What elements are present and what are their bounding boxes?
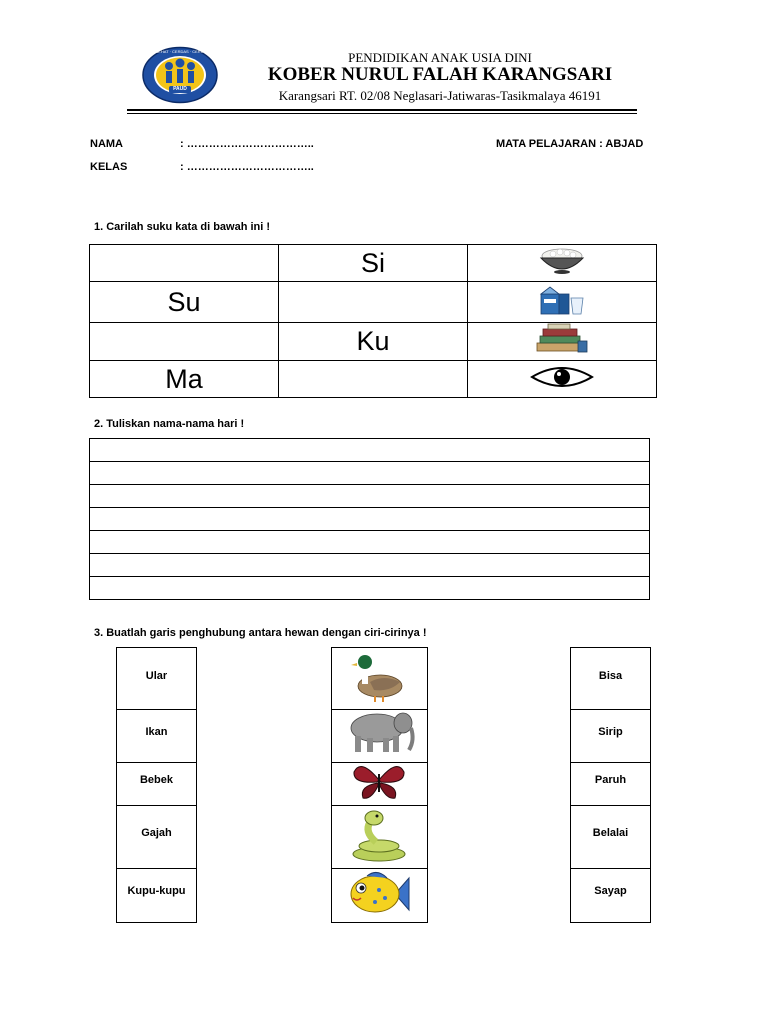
snake-icon[interactable] (346, 808, 412, 864)
feature-column (570, 647, 651, 923)
writing-line[interactable] (90, 485, 650, 508)
syllable-cell[interactable]: Su (90, 282, 279, 323)
butterfly-icon[interactable] (351, 762, 407, 802)
table-row (90, 508, 650, 531)
syllable-cell[interactable] (279, 282, 468, 323)
table-row (90, 462, 650, 485)
feature-label[interactable]: Sirip (598, 726, 623, 738)
syllable-cell[interactable]: Ma (90, 361, 279, 398)
writing-line[interactable] (90, 577, 650, 600)
picture-cell (468, 361, 657, 398)
writing-line[interactable] (90, 508, 650, 531)
animal-label[interactable]: Bebek (139, 774, 174, 786)
header-rule-thin (127, 113, 637, 114)
writing-line[interactable] (90, 554, 650, 577)
class-field[interactable]: : …………………………….. (180, 161, 314, 173)
picture-cell (468, 245, 657, 282)
subject-label: MATA PELAJARAN : ABJAD (496, 138, 644, 150)
table-row (90, 531, 650, 554)
syllable-cell[interactable] (279, 361, 468, 398)
rice-bowl-icon (536, 246, 588, 276)
feature-label[interactable]: Sayap (594, 885, 627, 897)
eye-icon (529, 365, 595, 389)
logo-arc-text: SEHAT · CERDAS · CERIA (155, 49, 205, 54)
table-row (90, 245, 657, 282)
header-subtitle: PENDIDIKAN ANAK USIA DINI (348, 50, 532, 65)
books-icon (534, 323, 590, 355)
writing-line[interactable] (90, 462, 650, 485)
writing-line[interactable] (90, 531, 650, 554)
table-row (90, 577, 650, 600)
table-row (90, 439, 650, 462)
table-row (90, 361, 657, 398)
school-logo (141, 46, 219, 104)
picture-cell (468, 323, 657, 361)
table-row (90, 554, 650, 577)
name-field[interactable]: : …………………………….. (180, 138, 314, 150)
fish-icon[interactable] (345, 870, 411, 920)
feature-label[interactable]: Bisa (598, 670, 623, 682)
table-row (90, 323, 657, 361)
animal-name-column (116, 647, 197, 923)
table-row (90, 282, 657, 323)
school-address: Karangsari RT. 02/08 Neglasari-Jatiwaras-Tasikmalaya 46191 (278, 88, 602, 103)
q1-title: 1. Carilah suku kata di bawah ini ! (94, 221, 271, 233)
feature-label[interactable]: Belalai (592, 827, 629, 839)
table-row (90, 485, 650, 508)
milk-carton-icon (537, 284, 587, 316)
logo-text: PAUD (173, 86, 187, 92)
animal-label[interactable]: Gajah (141, 827, 172, 839)
writing-line[interactable] (90, 439, 650, 462)
syllable-cell[interactable] (90, 323, 279, 361)
class-label: KELAS (90, 161, 128, 173)
syllable-cell[interactable] (90, 245, 279, 282)
name-label: NAMA (90, 138, 123, 150)
q3-title: 3. Buatlah garis penghubung antara hewan dengan ciri-cirinya ! (94, 627, 427, 639)
header-rule-thick (127, 109, 637, 111)
animal-label[interactable]: Kupu-kupu (127, 885, 186, 897)
duck-icon[interactable] (350, 652, 408, 704)
feature-label[interactable]: Paruh (594, 774, 627, 786)
elephant-icon[interactable] (341, 710, 419, 754)
syllable-cell[interactable]: Ku (279, 323, 468, 361)
school-name: KOBER NURUL FALAH KARANGSARI (267, 64, 613, 85)
q2-title: 2. Tuliskan nama-nama hari ! (94, 418, 245, 430)
syllable-cell[interactable]: Si (279, 245, 468, 282)
syllable-table (89, 244, 657, 398)
picture-cell (468, 282, 657, 323)
animal-label[interactable]: Ular (145, 670, 168, 682)
animal-label[interactable]: Ikan (145, 726, 168, 738)
days-table (89, 438, 650, 600)
